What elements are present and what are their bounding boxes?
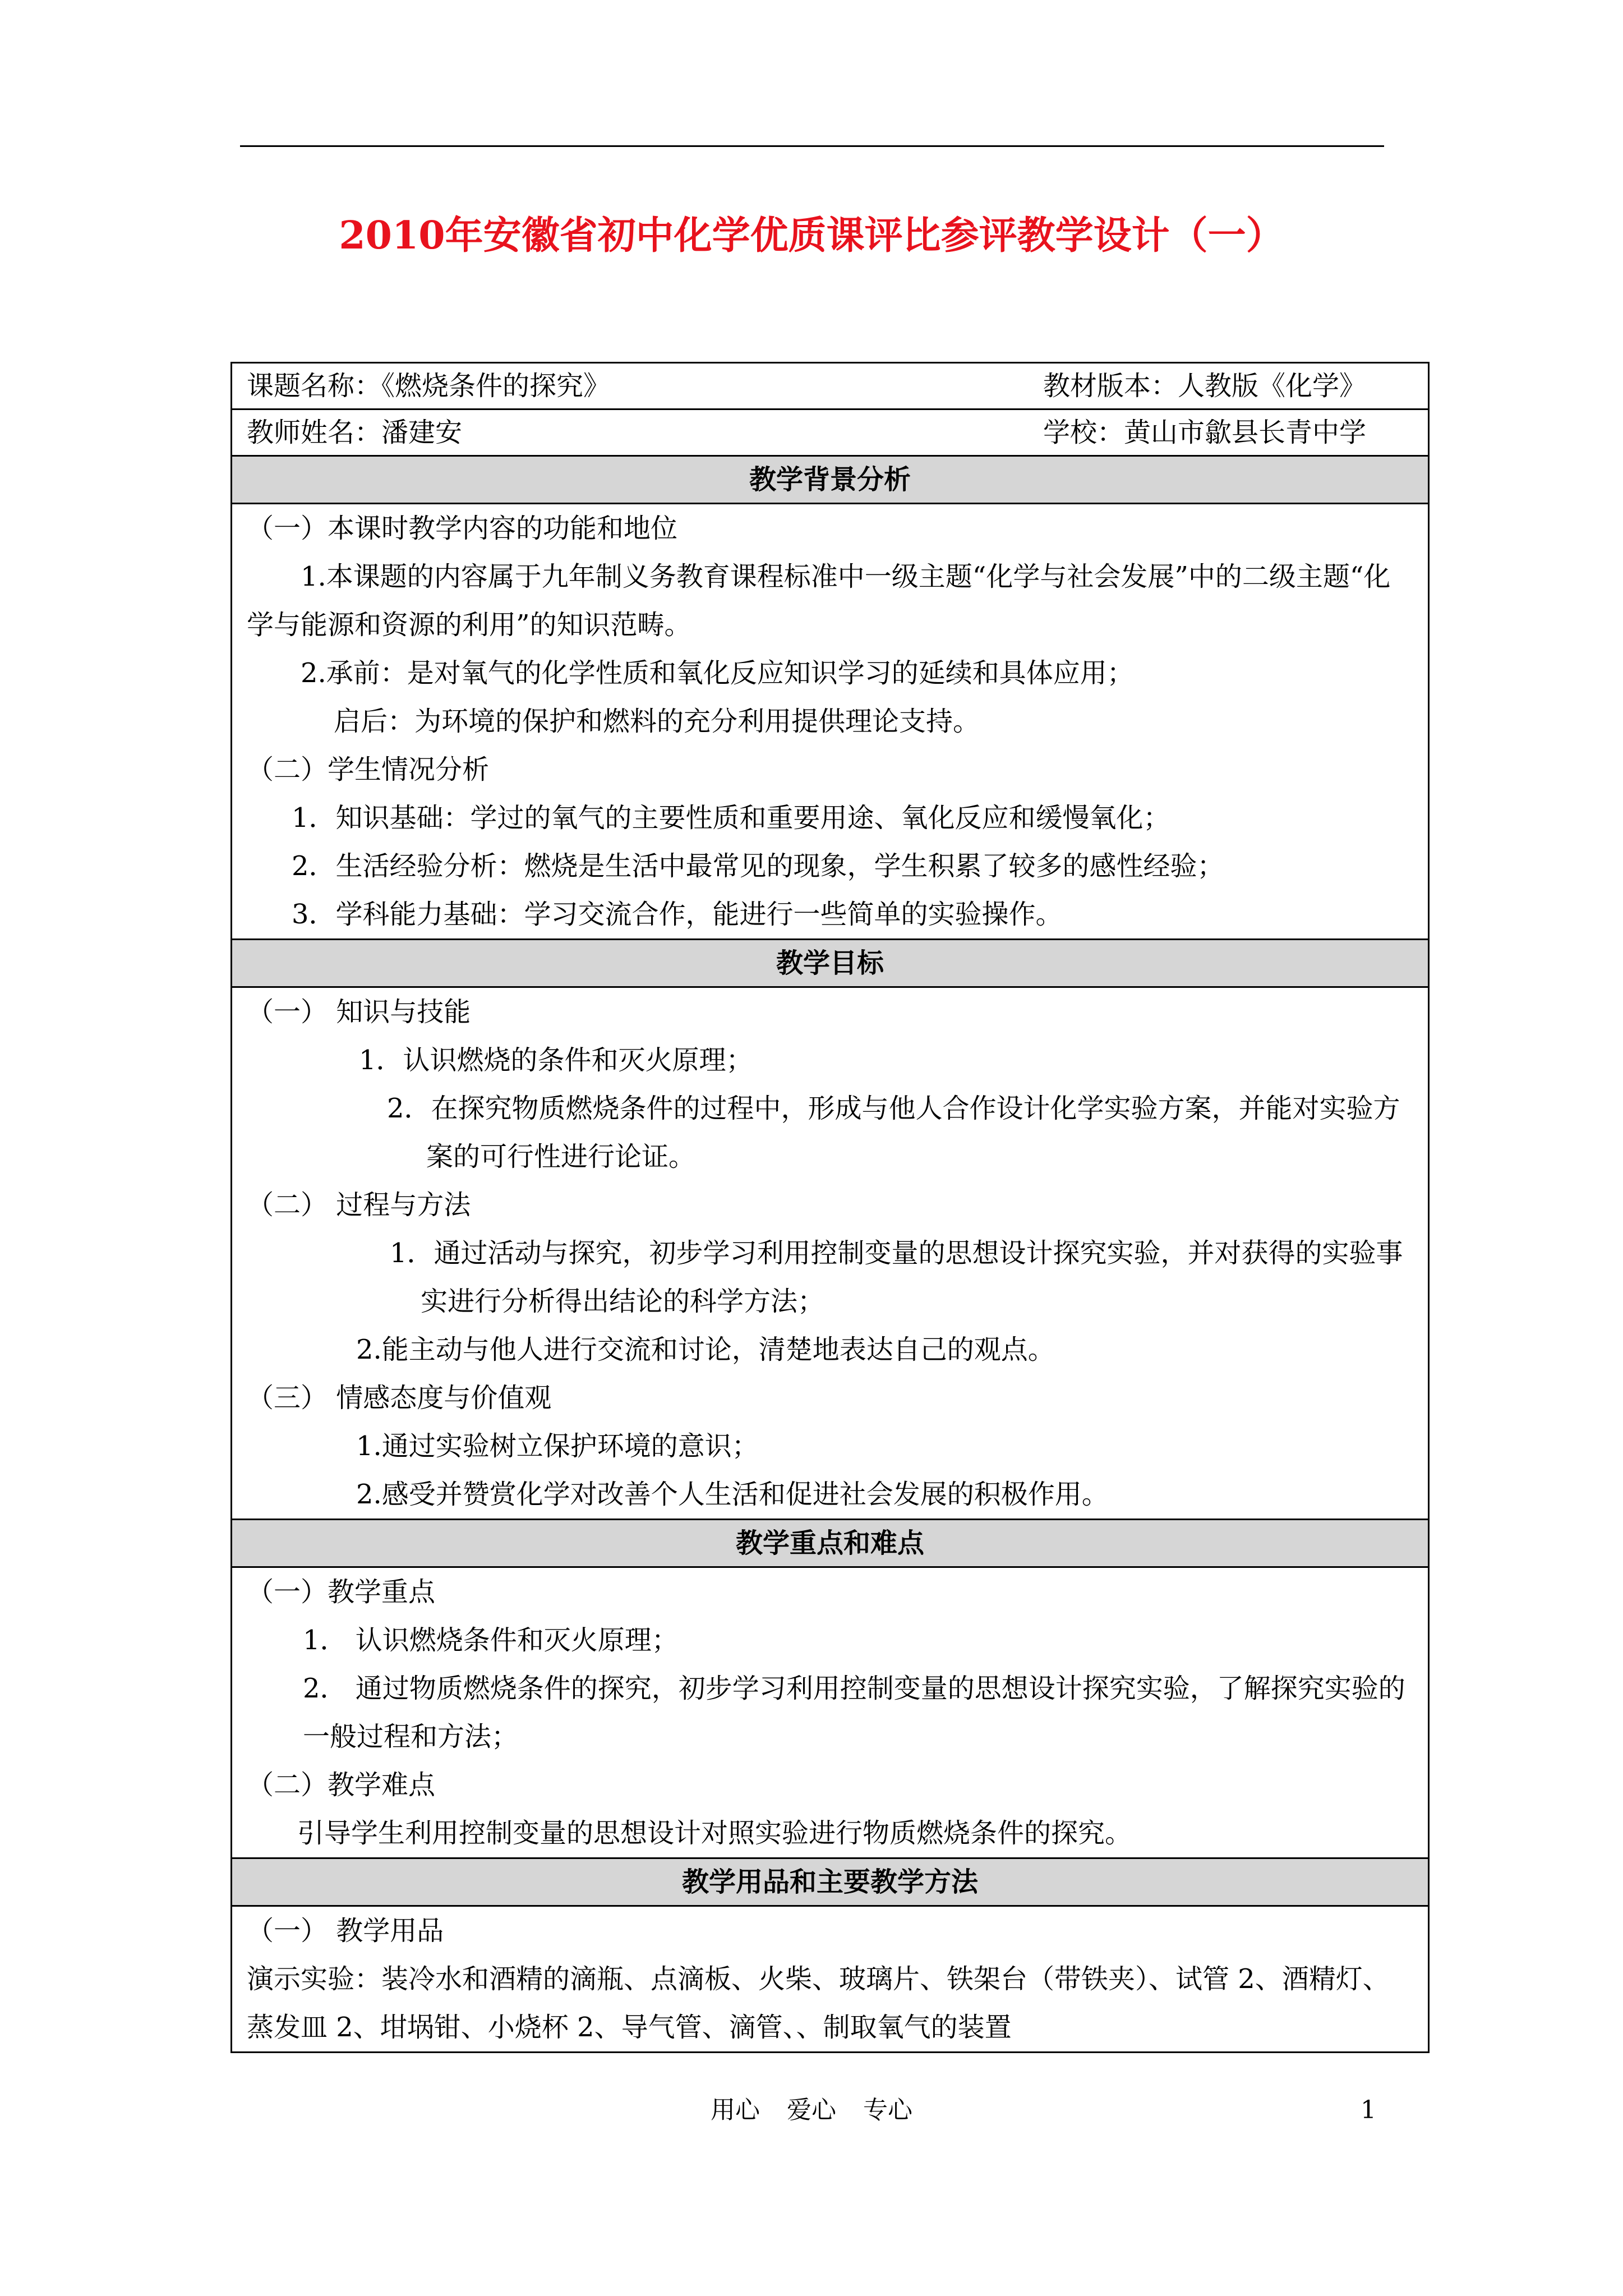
text-line: 3．学科能力基础：学习交流合作，能进行一些简单的实验操作。 [292, 899, 1063, 930]
footer-word: 用心 [711, 2096, 760, 2124]
text-line: 2．生活经验分析：燃烧是生活中最常见的现象，学生积累了较多的感性经验； [292, 850, 1224, 882]
text-line: （一） 教学用品 [247, 1915, 444, 1947]
section-body-background [232, 504, 1429, 940]
text-line: （二）教学难点 [247, 1769, 436, 1801]
page-number: 1 [1361, 2096, 1376, 2124]
document-title: 2010年安徽省初中化学优质课评比参评教学设计（一） [339, 213, 1284, 258]
section-body-keypoints [232, 1567, 1429, 1858]
text-line: （二）学生情况分析 [247, 754, 490, 785]
text-line: 1.本课题的内容属于九年制义务教育课程标准中一级主题“化学与社会发展”中的二级主题“化学与能源和资源的利用”的知识范畴。 [247, 561, 1391, 641]
topic-name: 课题名称：《燃烧条件的探究》 [247, 370, 611, 402]
school-name: 学校：黄山市歙县长青中学 [1043, 417, 1367, 448]
header-row-topic [232, 363, 1429, 409]
footer-motto [0, 2093, 1623, 2127]
text-line: 2． 通过物质燃烧条件的探究，初步学习利用控制变量的思想设计探究实验，了解探究实验的一般过程和方法； [303, 1673, 1405, 1752]
text-line: 1.通过实验树立保护环境的意识； [356, 1430, 759, 1462]
text-line: 2.承前：是对氧气的化学性质和氧化反应知识学习的延续和具体应用； [301, 657, 1134, 689]
section-header-keypoints: 教学重点和难点 [232, 1520, 1429, 1567]
lesson-plan-table [230, 362, 1430, 2053]
footer-word: 专心 [863, 2096, 912, 2124]
text-line: 1．认识燃烧的条件和灭火原理； [359, 1045, 753, 1076]
section-header-background: 教学背景分析 [232, 456, 1429, 504]
text-line: 1．知识基础：学过的氧气的主要性质和重要用途、氧化反应和缓慢氧化； [292, 802, 1170, 834]
text-line: 演示实验：装冷水和酒精的滴瓶、点滴板、火柴、玻璃片、铁架台（带铁夹）、试管 2、酒精灯、蒸发皿 2、坩埚钳、小烧杯 2、导气管、滴管、、制取氧气的装置 [247, 1963, 1390, 2043]
teacher-name: 教师姓名：潘建安 [247, 417, 463, 448]
text-line: （一） 知识与技能 [247, 996, 471, 1028]
text-line: 1．通过活动与探究，初步学习利用控制变量的思想设计探究实验，并对获得的实验事实进行分析得出结论的科学方法； [390, 1237, 1403, 1317]
header-row-teacher [232, 409, 1429, 456]
textbook-edition: 教材版本：人教版《化学》 [1043, 370, 1367, 402]
text-line: 2．在探究物质燃烧条件的过程中，形成与他人合作设计化学实验方案，并能对实验方案的可行性进行论证。 [387, 1093, 1400, 1172]
section-header-materials: 教学用品和主要教学方法 [232, 1858, 1429, 1906]
text-line: （三） 情感态度与价值观 [247, 1382, 552, 1414]
text-line: 1． 认识燃烧条件和灭火原理； [303, 1625, 679, 1656]
section-body-materials [232, 1906, 1429, 2053]
text-line: 引导学生利用控制变量的思想设计对照实验进行物质燃烧条件的探究。 [297, 1818, 1132, 1849]
text-line: 2.感受并赞赏化学对改善个人生活和促进社会发展的积极作用。 [356, 1479, 1109, 1510]
footer-word: 爱心 [787, 2096, 836, 2124]
section-header-goals: 教学目标 [232, 940, 1429, 987]
section-body-goals [232, 987, 1429, 1520]
header-rule [240, 145, 1384, 147]
text-line: 启后：为环境的保护和燃料的充分利用提供理论支持。 [334, 706, 980, 737]
text-line: （二） 过程与方法 [247, 1189, 471, 1221]
text-line: （一）教学重点 [247, 1576, 436, 1608]
text-line: （一）本课时教学内容的功能和地位 [247, 513, 678, 544]
text-line: 2.能主动与他人进行交流和讨论，清楚地表达自己的观点。 [356, 1334, 1055, 1365]
